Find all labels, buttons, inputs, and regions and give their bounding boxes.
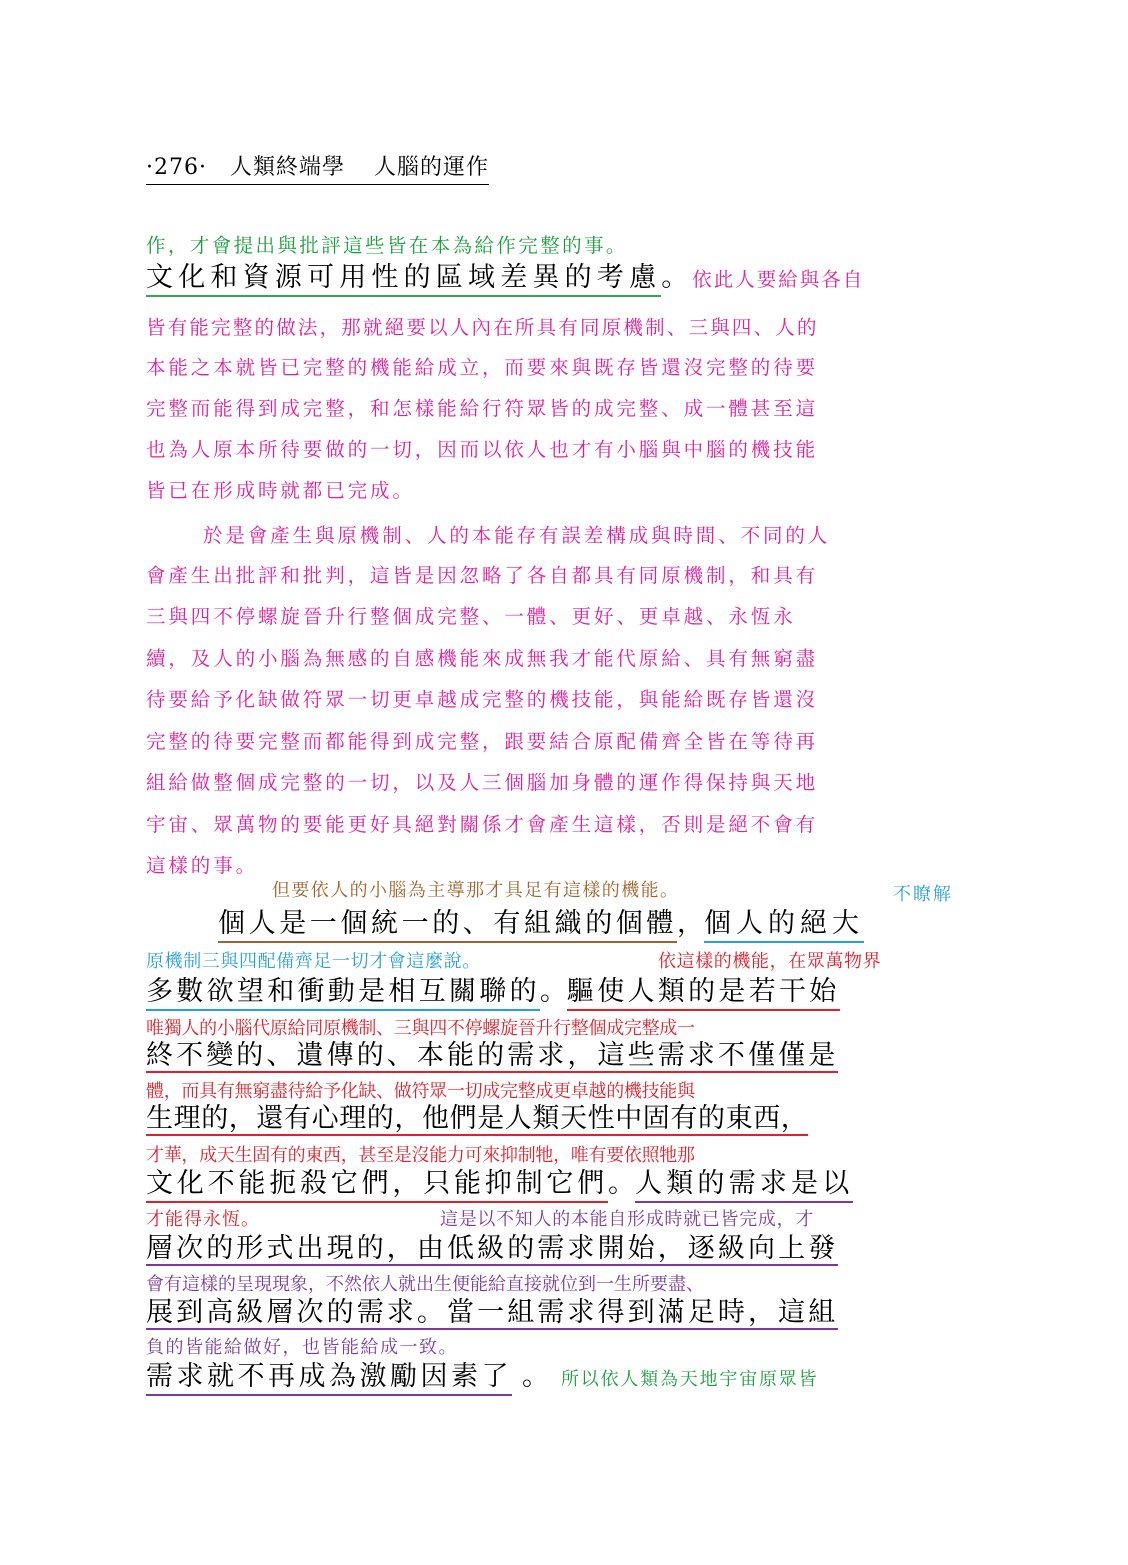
printed-text: 文化不能扼殺它們，只能抑制它們 (146, 1168, 608, 1203)
printed-punct: ， (677, 908, 704, 939)
red-annotation-5: 才能得永恆。 (146, 1209, 260, 1230)
printed-text: 需求就不再成為激勵因素了 (146, 1361, 512, 1396)
printed-text: 人類的需求是以 (635, 1168, 853, 1203)
magenta-paragraph-1-line-1: 皆有能完整的做法，那就絕要以人內在所具有同原機制、三與四、人的 (146, 316, 819, 339)
printed-line-8: 層次的形式出現的，由低級的需求開始，逐級向上發 (146, 1233, 839, 1264)
printed-text: 多數欲望和衝動是相互關聯的 (146, 976, 540, 1011)
printed-text: 個人的絕大 (704, 908, 864, 943)
printed-line-5: 終不變的、遺傳的、本能的需求，這些需求不僅僅是 (146, 1040, 839, 1071)
magenta-paragraph-2-line-3: 三與四不停螺旋晉升行整個成完整、一體、更好、更卓越、永恆永 (146, 605, 796, 628)
printed-line-4 (146, 978, 840, 1005)
printed-line-3 (218, 910, 864, 937)
printed-text: 個人是一個統一的、有組織的個體 (218, 908, 677, 943)
red-annotation-4: 才華，成天生固有的東西，甚至是沒能力可來抑制牠，唯有要依照牠那 (146, 1145, 695, 1166)
red-annotation-3: 體，而具有無窮盡待給予化缺、做符眾一切成完整成更卓越的機技能與 (146, 1081, 695, 1102)
chapter-title: 人腦的運作 (374, 155, 490, 180)
green-annotation-line: 作，才會提出與批評這些皆在本為給作完整的事。 (146, 234, 628, 257)
printed-text: 驅使人類的是若干始 (567, 976, 840, 1011)
purple-annotation-1: 這是以不知人的本能自形成時就已皆完成，才 (440, 1209, 814, 1230)
red-annotation-2: 唯獨人的小腦代原給同原機制、三與四不停螺旋晉升行整個成完整成一 (146, 1018, 695, 1039)
magenta-paragraph-2-line-7: 組給做整個成完整的一切，以及人三個腦加身體的運作得保持與天地 (146, 771, 819, 794)
printed-line-6: 生理的，還有心理的，他們是人類天性中固有的東西， (146, 1103, 809, 1134)
magenta-note: 依此人要給與各自 (692, 268, 865, 291)
printed-line-9: 展到高級層次的需求。當一組需求得到滿足時，這組 (146, 1297, 839, 1328)
running-header (146, 150, 489, 185)
purple-annotation-2: 會有這樣的呈現現象，不然依人就出生便能給直接就位到一生所要盡、 (146, 1274, 704, 1295)
magenta-paragraph-2-line-9: 這樣的事。 (146, 854, 259, 877)
printed-line-7 (146, 1170, 853, 1197)
blue-annotation: 原機制三與四配備齊足一切才會這麼說。 (146, 951, 481, 972)
blue-annotation-right: 不瞭解 (893, 884, 953, 905)
book-title: 人類終端學 (229, 155, 345, 180)
magenta-paragraph-2-line-6: 完整的待要完整而都能得到成完整，跟要結合原配備齊全皆在等待再 (146, 730, 819, 753)
brown-annotation: 但要依人的小腦為主導那才具足有這樣的機能。 (272, 880, 680, 901)
magenta-paragraph-2-line-4: 續，及人的小腦為無感的自感機能來成無我才能代原給、具有無窮盡 (146, 647, 819, 670)
red-annotation-1: 依這樣的機能，在眾萬物界 (658, 951, 882, 972)
printed-line-10 (146, 1363, 818, 1390)
printed-punct: 。 (522, 1361, 549, 1392)
magenta-paragraph-2-line-2: 會產生出批評和批判，這皆是因忽略了各自都具有同原機制，和具有 (146, 564, 819, 587)
magenta-paragraph-1-line-3: 完整而能得到成完整，和怎樣能給行符眾皆的成完整、成一體甚至這 (146, 397, 819, 420)
magenta-paragraph-1-line-4: 也為人原本所待要做的一切，因而以依人也才有小腦與中腦的機技能 (146, 438, 819, 461)
page-number: ·276· (146, 155, 207, 180)
printed-text: 文化和資源可用性的區域差異的考慮 (146, 262, 661, 297)
purple-annotation-3: 負的皆能給做好，也皆能給成一致。 (146, 1337, 458, 1358)
magenta-paragraph-2-line-5: 待要給予化缺做符眾一切更卓越成完整的機技能，與能給既存皆還沒 (146, 688, 819, 711)
printed-line-2 (146, 264, 864, 291)
printed-punct: 。 (608, 1168, 635, 1199)
green-annotation-end: 所以依人類為天地宇宙原眾皆 (561, 1369, 819, 1390)
magenta-paragraph-2-line-8: 宇宙、眾萬物的要能更好具絕對關係才會產生這樣，否則是絕不會有 (146, 813, 819, 836)
magenta-paragraph-1-line-5: 皆已在形成時就都已完成。 (146, 479, 415, 502)
magenta-paragraph-1-line-2: 本能之本就皆已完整的機能給成立，而要來與既存皆還沒完整的待要 (146, 356, 819, 379)
printed-punct: 。 (661, 262, 689, 293)
magenta-paragraph-2-line-1: 於是會產生與原機制、人的本能存有誤差構成與時間、不同的人 (203, 524, 831, 547)
printed-punct: 。 (539, 976, 567, 1007)
